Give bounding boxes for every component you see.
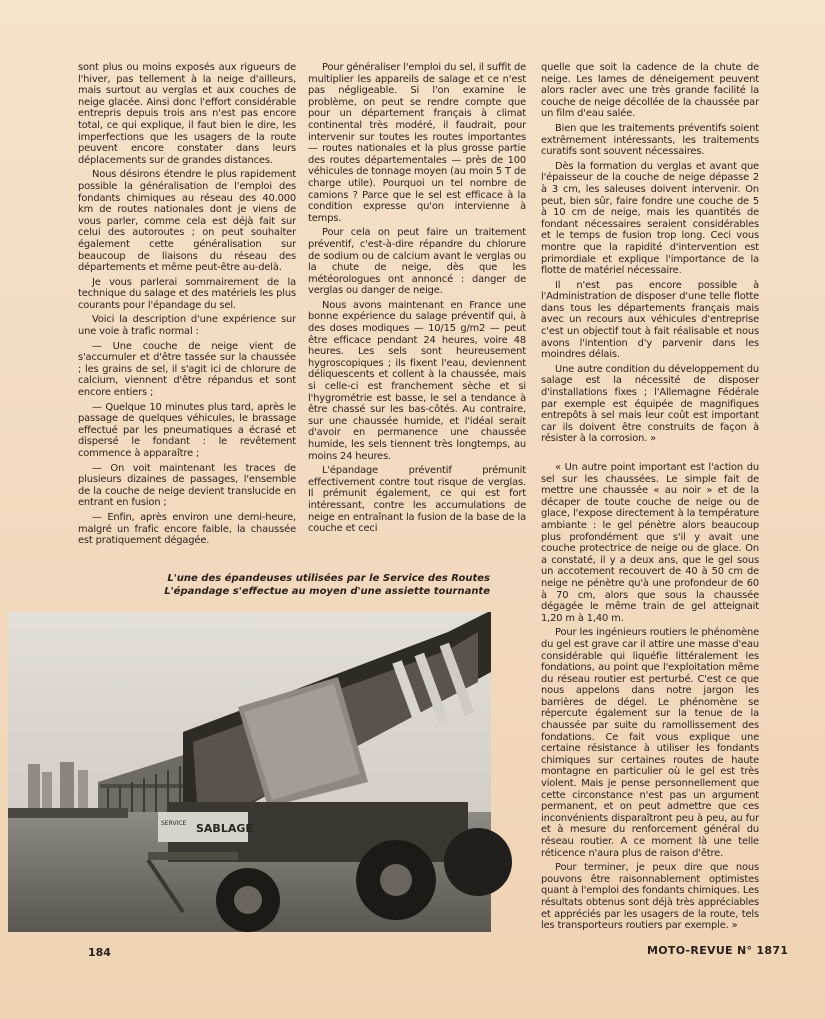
paragraph: « Un autre point important est l'action du sel sur les chaussées. Le simple fait de mettre une chaussée « au noir » et de la décaper de toute couche de neige ou de glace, l'expose directement à la température ambiante : le gel pénètre alors beaucoup plus profondément que s'il y avait une couche protectrice de neige ou de glace. On a constaté, il y a deux ans, que le gel sous un accotement recouvert de 40 à 50 cm de neige ne pénètre qu'à une profondeur de 60 à 70 cm, alors que sous la chaussée dégagée le même train de gel atteignait 1,20 m à 1,40 m. [541,462,759,624]
paragraph: Je vous parlerai sommairement de la technique du salage et des matériels les plus courants pour l'épandage du sel. [78,276,296,311]
paragraph: — Quelque 10 minutes plus tard, après le passage de quelques véhicules, le brassage effectué par les pneumatiques a écrasé et dispersé le fondant : le revêtement commence à apparaître ; [78,401,296,459]
paragraph: Dès la formation du verglas et avant que l'épaisseur de la couche de neige dépasse 2 à 3 cm, les saleuses doivent intervenir. On peut, bien sûr, faire fondre une couche de 5 à 10 cm de neige, mais les quantités de fondant nécessaires seraient considérables et le temps de fusion trop long. Ceci vous montre que la rapidité d'intervention est primordiale et explique l'importance de la flotte de matériel nécessaire. [541,160,759,277]
paragraph: Pour terminer, je peux dire que nous pouvons être raisonnablement optimistes quant à l'emploi des fondants chimiques. Les résultats obtenus sont déjà très appréciables et appréciés par les usagers de la route, tels les transporteurs routiers par exemple. » [541,862,759,932]
magazine-issue: MOTO-REVUE N° 1871 [647,944,789,957]
truck-sign-sablage: SABLAGE [196,822,253,835]
paragraph: sont plus ou moins exposés aux rigueurs de l'hiver, pas tellement à la neige d'ailleurs, mais surtout au verglas et aux couches de neige glacée. Ainsi donc l'effort considérable entrepris depuis trois ans n'est pas encore total, ce qui explique, il faut bien le dire, les imperfections que les usagers de la route peuvent encore constater dans leurs déplacements sur de grandes distances. [78,62,296,166]
salt-spreader-photo [8,612,491,932]
paragraph: — On voit maintenant les traces de plusieurs dizaines de passages, l'ensemble de la couche de neige devient translucide en entrant en fusion ; [78,462,296,509]
paragraph: — Une couche de neige vient de s'accumuler et d'être tassée sur la chaussée ; les grains de sel, il s'agit ici de chlorure de calcium, viennent d'être répandus et sont encore entiers ; [78,340,296,399]
paragraph: L'épandage préventif prémunit effectivement contre tout risque de verglas. Il prémunit également, ce qui est fort intéressant, contre les accumulations de neige en entraînant la fusion de la base de la couche et ceci [308,465,526,535]
paragraph: Pour généraliser l'emploi du sel, il suffit de multiplier les appareils de salage et ce n'est pas négligeable. Si l'on examine le problème, on peut se rendre compte que pour un département français à climat continental très modéré, il faudrait, pour intervenir sur toutes les routes importantes — routes nationales et la plus grosse partie des routes départementales — près de 100 véhicules de tonnage moyen (au moin 5 T de charge utile). Pourquoi un tel nombre de camions ? Parce que le sel est efficace à la condition expresse qu'on intervienne à temps. [308,62,526,224]
paragraph: Une autre condition du développement du salage est la nécessité de disposer d'installations fixes ; l'Allemagne Fédérale par exemple est équipée de magnifiques entrepôts à sel mais leur coût est important car ils doivent être construits de façon à résister à la corrosion. » [541,363,759,445]
photo-caption [160,572,490,598]
paragraph: Nous désirons étendre le plus rapidement possible la généralisation de l'emploi des fondants chimiques au réseau des 40.000 km de routes nationales dont je viens de vous parler, comme cela est déjà fait sur celui des autoroutes ; on peut souhaiter également cette généralisation sur beaucoup de liaisons du réseau des départements et même peut-être au-delà. [78,169,296,274]
text-column-1 [78,62,296,547]
text-column-3-top [541,62,759,462]
paragraph: Pour les ingénieurs routiers le phénomène du gel est grave car il attire une masse d'eau considérable qui liquéfie littéralement les fondations, au point que l'exploitation même du réseau routier est perturbé. C'est ce que nous appelons dans notre jargon les barrières de dégel. Le phénomène se répercute également sur la tenue de la chaussée par suite du ramollissement des fondations. Ce fait vous explique une certaine résistance à utiliser les fondants chimiques sur certaines routes de haute montagne en particulier où le gel est très violent. Mais je pense personnellement que cette circonstance n'est pas un argument permanent, et on peut admettre que ces inconvénients disparaîtront peu à peu, au fur et à mesure du renforcement général du réseau routier. A ce moment là une telle réticence n'aura plus de raison d'être. [541,627,759,859]
text-column-2 [308,62,526,540]
paragraph: Il n'est pas encore possible à l'Administration de disposer d'une telle flotte dans tous les départements français mais avec un recours aux véhicules d'entreprise c'est un objectif tout à fait réalisable et nous avons l'intention d'y parvenir dans les moindres délais. [541,279,759,361]
paragraph: Nous avons maintenant en France une bonne expérience du salage préventif qui, à des doses modiques — 10/15 g/m2 — peut être efficace pendant 24 heures, voire 48 heures. Les sels sont heureusement hygroscopiques ; ils fixent l'eau, deviennent déliquescents et collent à la chaussée, mais si celle-ci est franchement sèche et si l'hygrométrie est basse, le sel a tendance à être chassé sur les bas-côtés. Au contraire, sur une chaussée humide, et l'idéal serait d'avoir en permanence une chaussée humide, les sels tiennent très longtemps, au moins 24 heures. [308,299,526,462]
caption-line-2: L'épandage s'effectue au moyen d'une assiette tournante [164,586,490,597]
truck-photo-illustration [8,612,491,932]
paragraph: Bien que les traitements préventifs soient extrêmement intéressants, les traitements curatifs sont souvent nécessaires. [541,122,759,158]
caption-line-1: L'une des épandeuses utilisées par le Service des Routes [167,573,490,584]
truck-plate-service: SERVICE [161,820,187,827]
paragraph: Pour cela on peut faire un traitement préventif, c'est-à-dire répandre du chlorure de sodium ou de calcium avant le verglas ou la chute de neige, dès que les météorologues ont annoncé : danger de verglas ou danger de neige. [308,227,526,297]
paragraph: Voici la description d'une expérience sur une voie à trafic normal : [78,314,296,338]
page-number: 184 [88,946,111,959]
text-column-3-bottom [541,462,759,942]
paragraph: — Enfin, après environ une demi-heure, malgré un frafic encore faible, la chaussée est pratiquement dégagée. [78,511,296,547]
paragraph: quelle que soit la cadence de la chute de neige. Les lames de déneigement peuvent alors racler avec une très grande facilité la couche de neige décollée de la chaussée par un film d'eau salée. [541,62,759,120]
